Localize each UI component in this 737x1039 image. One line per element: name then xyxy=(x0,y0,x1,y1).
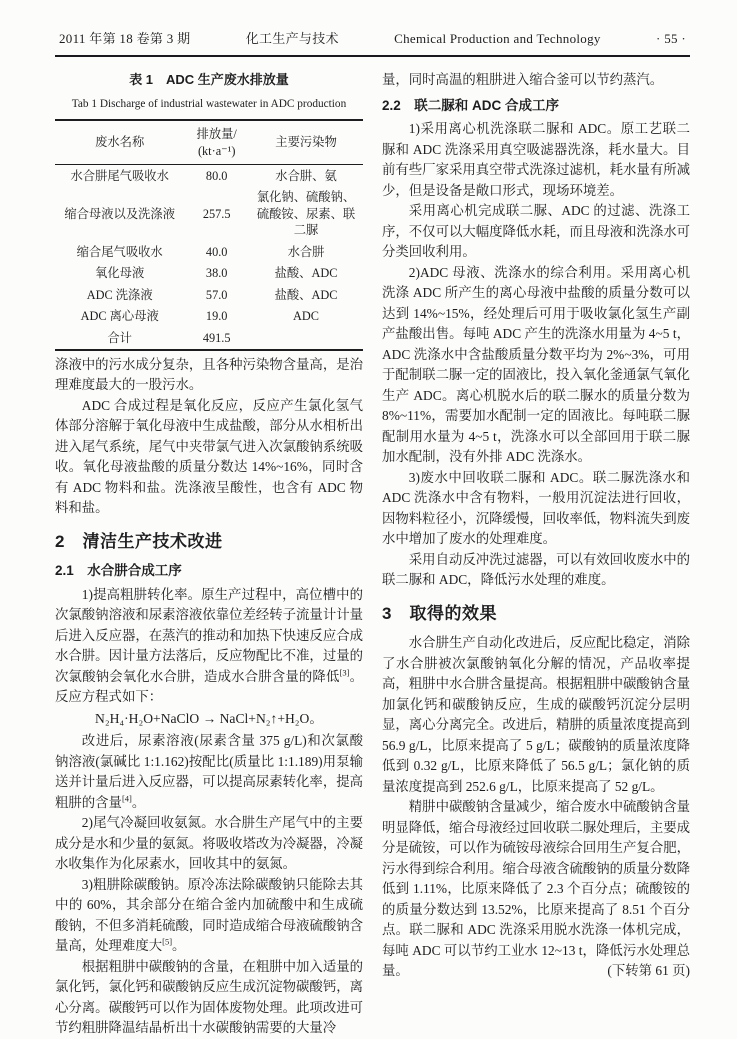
wastewater-table xyxy=(55,119,363,351)
table-header xyxy=(55,120,363,165)
table-row xyxy=(55,263,363,285)
page-header xyxy=(55,26,690,55)
cell-pollutants: 水合肼、氨 xyxy=(275,168,337,183)
table-row xyxy=(55,187,363,242)
journal-title-cn: 化工生产与技术 xyxy=(245,31,339,46)
continued-on-page-note: (下转第 61 页) xyxy=(607,963,690,978)
issue-info: 2011 年第 18 卷第 3 期 xyxy=(59,31,191,46)
journal-title-en: Chemical Production and Technology xyxy=(394,31,601,46)
paragraph-tailgas-condensation: 2)尾气冷凝回收氨氮。水合肼生产尾气中的主要成分是水和少量的氨氮。将吸收塔改为冷凝器，冷凝水收集作为化尿素水，回收其中的氨氮。 xyxy=(55,815,363,871)
table-row xyxy=(55,165,363,187)
table-title-en: Tab 1 Discharge of industrial wastewater in ADC production xyxy=(71,97,347,110)
col-header-amount xyxy=(184,120,249,165)
paragraph-improved-ratio: 改进后，尿素溶液(尿素含量 375 g/L)和次氯酸钠溶液(氯碱比 1:1.162)按配比(质量比 1:1.189)用泵输送并计量后进入反应器，可以提高尿素转化率，提高粗肼的含量[4]。 xyxy=(55,733,363,810)
paragraph-results-wastewater-text: 精肼中碳酸钠含量减少，缩合废水中硫酸钠含量明显降低，缩合母液经过回收联二脲处理后，主要成分是硫铵，可以作为硫铵母液综合回用生产复合肥，污水得到综合利用。缩合母液含硫酸钠的质量分数降低到 1.11%，比原来降低了 2.3 个百分点；硫酸铵的的质量分数达到 13.52%，比原来提高了 8.51 个百分点。联二脲和 ADC 洗涤采用脱水洗涤一体机完成，每吨 ADC 可以节约工业水 12~13 t，降低污水处理总量。 xyxy=(382,799,690,978)
table-row-total xyxy=(55,327,363,350)
section-2-heading: 2 清洁生产技术改进 xyxy=(55,531,223,551)
section-3-heading: 3 取得的效果 xyxy=(382,603,497,623)
cell-name: 缩合母液以及洗涤液 xyxy=(64,206,176,221)
paragraph-steam-saving: 量，同时高温的粗肼进入缩合釜可以节约蒸汽。 xyxy=(382,72,664,87)
left-column xyxy=(55,70,363,1039)
paragraph-calcium-chloride: 根据粗肼中碳酸钠的含量，在粗肼中加入适量的氯化钙，氯化钙和碳酸钠反应生成沉淀物碳酸钙，离心分离。碳酸钙可以作为固体废物处理。此项改进可节约粗肼降温结晶析出十水碳酸钠需要的大量冷 xyxy=(55,958,363,1035)
cell-name: 合计 xyxy=(107,330,132,345)
table-title-cn: 表 1 ADC 生产废水排放量 xyxy=(129,72,289,87)
paragraph-wastewater-complexity: 涤液中的污水成分复杂，且各种污染物含量高，是治理难度最大的一股污水。 xyxy=(55,356,363,392)
cell-amount: 80.0 xyxy=(205,168,228,183)
paragraph-recovery-from-wastewater: 3)废水中回收联二脲和 ADC。联二脲洗涤水和 ADC 洗涤水中含有物料，一般用沉淀法进行回收，因物料粒径小，沉降缓慢，回收率低，物料流失到废水中增加了废水的处理难度。 xyxy=(382,469,690,546)
cell-name: 氧化母液 xyxy=(95,266,145,280)
cell-name: ADC 离心母液 xyxy=(80,309,159,323)
col-header-amount-line1: 排放量/ xyxy=(196,127,237,141)
paragraph-results-wastewater xyxy=(382,797,690,982)
table-header-row xyxy=(55,120,363,165)
cell-pollutants: 氯化钠、硫酸钠、硫酸铵、尿素、联二脲 xyxy=(256,190,356,237)
cell-amount: 19.0 xyxy=(205,309,228,323)
cell-amount: 40.0 xyxy=(205,244,228,259)
page-number: · 55 · xyxy=(656,31,686,46)
header-rule xyxy=(55,55,690,57)
reaction-equation: N₂H₄·H₂O+NaClO → NaCl+N₂↑+H₂O。 xyxy=(95,710,323,726)
paragraph-centrifuge-benefit: 采用离心机完成联二脲、ADC 的过滤、洗涤工序，不仅可以大幅度降低水耗，而且母液和洗涤水可分类回收利用。 xyxy=(382,203,690,259)
right-column xyxy=(382,70,690,1039)
wastewater-table-block xyxy=(55,70,363,351)
two-column-body xyxy=(55,70,690,1039)
table-row xyxy=(55,284,363,306)
cell-pollutants: ADC xyxy=(293,309,319,323)
table-body xyxy=(55,165,363,350)
paragraph-backwash-filter: 采用自动反冲洗过滤器，可以有效回收废水中的联二脲和 ADC，降低污水处理的难度。 xyxy=(382,551,690,587)
col-header-name: 废水名称 xyxy=(55,120,184,165)
cell-amount: 38.0 xyxy=(205,266,228,280)
cell-name: 水合肼尾气吸收水 xyxy=(70,168,169,183)
cell-amount: 491.5 xyxy=(202,330,231,345)
cell-pollutants xyxy=(249,327,363,350)
cell-name: 缩合尾气吸收水 xyxy=(76,244,163,259)
cell-pollutants: 盐酸、ADC xyxy=(274,287,338,302)
table-row xyxy=(55,306,363,328)
cell-pollutants: 水合肼 xyxy=(287,244,325,259)
paragraph-adc-synthesis-acid: ADC 合成过程是氧化反应，反应产生氯化氢气体部分溶解于氧化母液中生成盐酸，部分从水相析出进入尾气系统，尾气中夹带氯气进入次氯酸钠系统吸收。氧化母液盐酸的质量分数达 14%~16%，同时含有 ADC 物料和盐。洗涤液呈酸性，也含有 ADC 物料和盐。 xyxy=(55,397,363,515)
cell-amount: 257.5 xyxy=(202,206,231,221)
paragraph-results-hydrazine: 水合肼生产自动化改进后，反应配比稳定，消除了水合肼被次氯酸钠氧化分解的情况，产品收率提高，粗肼中水合肼含量提高。根据粗肼中碳酸钠含量加氯化钙和碳酸钠反应，生成的碳酸钙沉淀分层明显，离心分离完全。改进后，精肼的质量浓度提高到 56.9 g/L，比原来提高了 5 g/L；碳酸钠的质量浓度降低到 0.32 g/L，比原来降低了 56.5 g/L；氯化钠的质量浓度提高到 252.6 g/L，比原来提高了 52 g/L。 xyxy=(382,635,690,794)
col-header-amount-line2: (kt·a⁻¹) xyxy=(197,143,236,158)
section-2-2-heading: 2.2 联二脲和 ADC 合成工序 xyxy=(382,97,560,113)
section-2-1-heading: 2.1 水合肼合成工序 xyxy=(55,563,182,578)
paragraph-mother-liquor-reuse: 2)ADC 母液、洗涤水的综合利用。采用离心机洗涤 ADC 所产生的离心母液中盐酸的质量分数可以达到 14%~15%，经处理后可用于吸收氯化氢生产副产盐酸出售。每吨 ADC 产生的洗涤水用量为 4~5 t，ADC 洗涤水中含盐酸质量分数平均为 2%~3%，可用于配制联二脲一定的固液比，投入氧化釜通氯气氧化生产 ADC。离心机脱水后的联二脲水的质量分数为 8%~11%，需要加水配制一定的固液比。每吨联二脲配制用水量为 4~5 t，洗涤水可以全部回用于联二脲加水配制，没有外排 ADC 洗涤水。 xyxy=(382,264,690,464)
paragraph-centrifuge-washing: 1)采用离心机洗涤联二脲和 ADC。原工艺联二脲和 ADC 洗涤采用真空吸滤器洗涤，耗水量大。目前有些厂家采用真空带式洗涤过滤机，耗水量有所减少，但是设备是敞口形式，现场环境差。 xyxy=(382,121,690,198)
paragraph-sodium-carbonate-removal: 3)粗肼除碳酸钠。原冷冻法除碳酸钠只能除去其中的 60%，其余部分在缩合釜内加硫酸中和生成硫酸钠，不但多消耗硫酸，同时造成缩合母液硫酸钠含量高，处理难度大[5]。 xyxy=(55,876,363,953)
cell-name: ADC 洗涤液 xyxy=(86,287,153,302)
cell-amount: 57.0 xyxy=(205,287,228,302)
col-header-pollutants: 主要污染物 xyxy=(249,120,363,165)
table-row xyxy=(55,241,363,263)
paragraph-hydrazine-conversion: 1)提高粗肼转化率。原生产过程中，高位槽中的次氯酸钠溶液和尿素溶液依靠位差经转子流量计计量后进入反应器，在蒸汽的推动和加热下快速反应合成水合肼。因计量方法落后，反应物配比不准，过量的次氯酸钠会氧化水合肼，造成水合肼含量的降低[3]。反应方程式如下： xyxy=(55,586,364,704)
cell-pollutants: 盐酸、ADC xyxy=(274,266,338,280)
